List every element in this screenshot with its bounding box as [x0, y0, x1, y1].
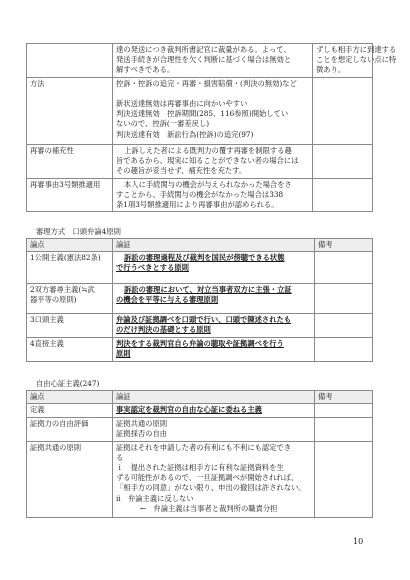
table-cell — [315, 418, 373, 441]
table-cell — [313, 178, 373, 212]
table-cell — [315, 441, 373, 517]
argument-cell: 証拠はそれを申請した者の有利にも不利にも認定でき る ｉ 提出された証拠は相手方に有利な証拠資料を生 ずる可能性があるので、一旦証拠調べが開始されれば、 「相手方の同意」がない限り、申出の撤回は許されない。 ⅱ 弁論主義に反しない ← 弁論主義は当事者と裁判所の職責分担 — [113, 441, 315, 517]
table-row — [27, 418, 373, 441]
column-header: 論証 — [113, 239, 315, 252]
free-evaluation-table — [26, 390, 373, 518]
table-row — [27, 338, 373, 362]
argument-cell: 訴訟の審理過程及び裁判を国民が傍聴できる状態 で行うべきとする原則 — [113, 252, 315, 284]
argument-cell: 弁論及び証拠調べを口頭で行い、口頭で陳述されたも のだけ判決の基礎とする原則 — [113, 314, 315, 338]
topic-cell: 4直接主義 — [27, 338, 113, 362]
column-header: 備考 — [315, 239, 373, 252]
column-header: 論点 — [27, 391, 113, 404]
table-cell — [315, 314, 373, 338]
argument-cell: 控訴・控訴の追完・再審・損害賠償・(判決の無効)など 新状送達無効は再審事由に向かいやすい 判決送達無効 控訴期間(285、116参照)開始してい ないので、控訴(一審差戻し) 判決送達有効 新訟行為(控訴)の追完(97) — [113, 77, 313, 144]
topic-cell: 2双方審尋主義(≒武 器平等の原則) — [27, 284, 113, 314]
table-cell — [313, 77, 373, 144]
argument-cell: 証拠共通の原則 証拠採否の自由 — [113, 418, 315, 441]
table-cell: 達の発送につき裁判所書記官に裁量がある。よって、 発送手続きが合理性を欠く判断に基づく場合は無効と 解すべきである。 — [113, 44, 313, 78]
table-row — [27, 77, 373, 144]
argument-cell: 本人に手続関与の機会が与えられなかった場合をさ すことから、手続関与の機会がなかった場合は338 条1項3号類推適用により再審事由が認められる。 — [113, 178, 313, 212]
procedure-table — [26, 43, 397, 212]
argument-cell: 上訴しえた者による既判力の覆す再審を制限する趣 旨であるから、現実に知ることができない者の場合には その趣旨が妥当せず、補充性を充たす。 — [113, 144, 313, 178]
topic-cell: 定義 — [27, 404, 113, 418]
section-caption: 審理方式 口頭弁論4原則 — [36, 227, 121, 236]
topic-cell: 再審事由3号類推適用 — [27, 178, 113, 212]
column-header: 論証 — [113, 391, 315, 404]
oral-argument-table — [26, 238, 373, 362]
table-row — [27, 314, 373, 338]
column-header: 備考 — [315, 391, 373, 404]
table-row — [27, 252, 373, 284]
topic-cell: 3口頭主義 — [27, 314, 113, 338]
topic-cell: 1公開主義(憲法82条) — [27, 252, 113, 284]
table-cell — [315, 338, 373, 362]
table-row — [27, 144, 373, 178]
table-cell — [315, 284, 373, 314]
table-row — [27, 178, 373, 212]
header-row — [27, 239, 373, 252]
topic-cell: 再審の補充性 — [27, 144, 113, 178]
header-row — [27, 391, 373, 404]
argument-cell: 判決をする裁判官自ら弁論の聴取や証拠調べを行う 原則 — [113, 338, 315, 362]
table-row — [27, 441, 373, 517]
argument-cell: 訴訟の審理において、対立当事者双方に主張・立証 の機会を平等に与える審理原則 — [113, 284, 315, 314]
table-cell — [27, 44, 113, 78]
topic-cell: 証拠力の自由評価 — [27, 418, 113, 441]
page-number: 10 — [353, 537, 364, 546]
table-cell — [315, 252, 373, 284]
topic-cell: 方法 — [27, 77, 113, 144]
table-row — [27, 44, 373, 78]
topic-cell: 証拠共通の原則 — [27, 441, 113, 517]
column-header: 論点 — [27, 239, 113, 252]
table-row — [27, 404, 373, 418]
table-cell: ずしも相手方に到達する ことを想定しない点に特 徴あり。 — [313, 44, 373, 78]
section-caption: 自由心証主義(247) — [36, 379, 100, 388]
table-cell — [313, 144, 373, 178]
argument-cell: 事実認定を裁判官の自由な心証に委ねる主義 — [113, 404, 315, 418]
table-row — [27, 284, 373, 314]
table-cell — [315, 404, 373, 418]
